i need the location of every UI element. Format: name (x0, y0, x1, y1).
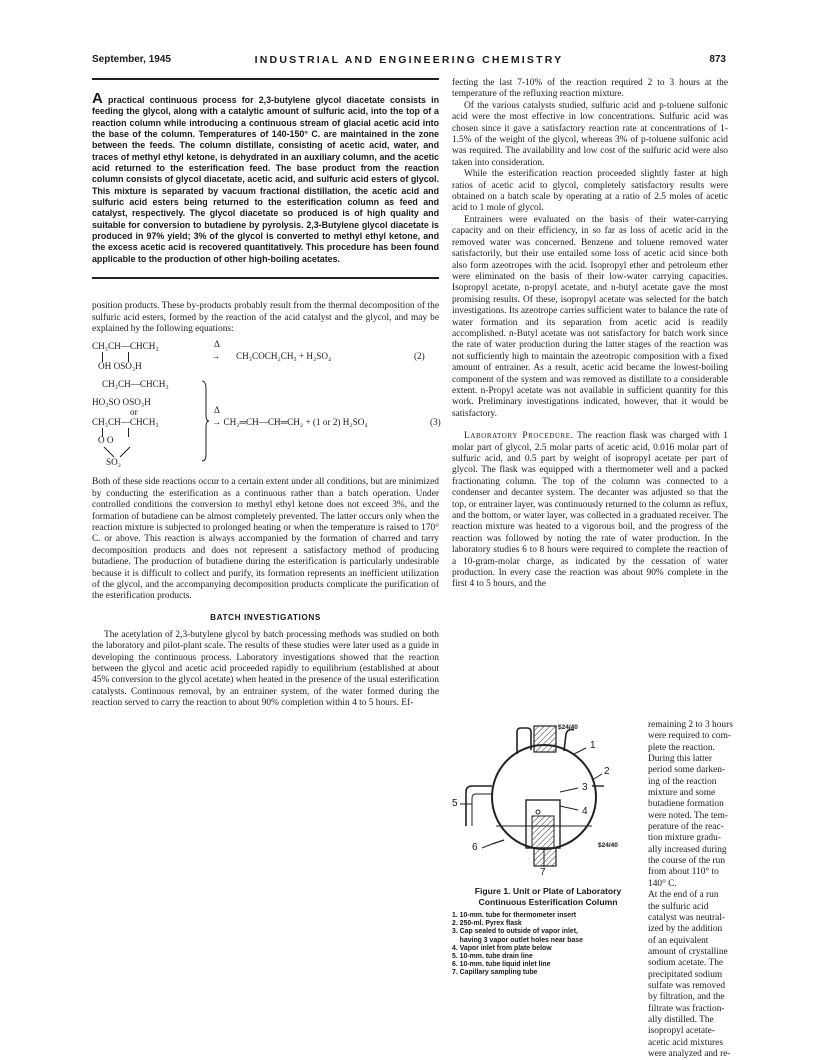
eq3-or: or (130, 407, 138, 418)
figure-legend-item: 4. Vapor inlet from plate below (452, 944, 552, 952)
right-column (452, 78, 728, 591)
narrow-text-line: During this latter (648, 754, 713, 765)
figure-legend (452, 912, 644, 978)
narrow-text-line: At the end of a run (648, 890, 719, 901)
callout-3: 3 (582, 782, 588, 793)
equation-3 (92, 379, 439, 467)
figure-legend-item: 5. 10-mm. tube drain line (452, 953, 533, 961)
narrow-text-line: sodium acetate. The (648, 958, 724, 969)
figure-1 (452, 722, 644, 978)
paragraph-lab-procedure (452, 431, 728, 591)
paragraph-entrainers: Entrainers were evaluated on the basis of their water-carrying capacity and on their efficiency, in so far as loss of acetic acid in the removed water was concerned. Benzene and toluene removed water satisfactorily, but their use entailed some loss of acetic acid since both also form azeotropes with the acid. Isopropyl ether and petroleum ether were eliminated on the basis of their low-water carrying capacities. Isopropyl acetate, n-propyl acetate, and n-butyl acetate gave the most promising results. Of these, isopropyl acetate was selected for the batch investigations. Its azeotrope carries sufficient water to balance the rate of water formation and its separation from acetic acid is readily accomplished. n-Butyl acetate was not satisfactory for batch work since the rate of water production during the latter stages of the reaction was not sufficiently high to maintain the azeotropic composition with a fixed amount of entrainer. As a result, acetic acid became the lowest-boiling component of the system and was removed as distillate to a considerable extent. n-Propyl acetate was not available in sufficient quantity for this work. Preliminary investigations indicated, however, that it would be satisfactory. (452, 214, 728, 419)
eq3-products: → CH₂═CH—CH═CH₂ + (1 or 2) H₂SO₄ (212, 417, 368, 428)
abstract (92, 90, 439, 265)
running-header (92, 54, 726, 70)
narrow-text-line: from about 110° to (648, 867, 719, 878)
paragraph-ratio: While the esterification reaction proceeded slightly faster at high ratios of acetic acid to glycol, completely satisfactory results were obtained on a batch scale by operating at a ratio of 2.5 moles of acetic acid to 1 mole of glycol. (452, 169, 728, 214)
eq3-r4: O O (98, 435, 114, 446)
figure-legend-item: 7. Capillary sampling tube (452, 969, 538, 977)
narrow-text-line: ized by the addition (648, 924, 723, 935)
narrow-text-line: 140° C. (648, 878, 677, 889)
narrow-text-column (648, 720, 733, 1060)
eq3-r2: HO₃SO OSO₃H (92, 397, 151, 408)
figure-legend-item: 6. 10-mm. tube liquid inlet line (452, 961, 551, 969)
narrow-text-line: ally increased during (648, 844, 727, 855)
callout-1: 1 (590, 740, 596, 751)
narrow-text-line: acetic acid mixtures (648, 1037, 723, 1048)
abstract-top-rule (92, 78, 439, 80)
eq3-brace (200, 379, 210, 463)
paragraph-catalysts: Of the various catalysts studied, sulfuric acid and p-toluene sulfonic acid were the most effective in low concentrations. Sulfuric acid was chosen since it gave a satisfactory reaction rate at concentrations of 1-1.5% of the weight of the glycol, whereas 3% of p-toluene sulfonic acid was required. The availability and low cost of the sulfuric acid were also taken into consideration. (452, 100, 728, 168)
narrow-text-line: were analyzed and re- (648, 1048, 731, 1059)
callout-6: 6 (472, 842, 478, 853)
figure-caption: Figure 1. Unit or Plate of Laboratory Continuous Esterification Column (474, 886, 622, 907)
left-column (92, 78, 439, 710)
narrow-text-line: ally distilled. The (648, 1014, 714, 1025)
eq2-heat: Δ (214, 339, 220, 350)
page-number: 873 (709, 54, 726, 65)
narrow-text-line: catalyst was neutral- (648, 912, 726, 923)
narrow-text-line: filtrate was fraction- (648, 1003, 725, 1014)
paragraph-side-reactions: Both of these side reactions occur to a certain extent under all conditions, but are minimized by conducting the esterification as a continuous rather than a batch operation. Under controlled conditions the conversion to methyl ethyl ketone does not exceed 3%, and the formation of butadiene can be almost completely prevented. The latter occurs only when the reaction mixture is subjected to prolonged heating or when the temperature is raised to 170° C. or above. This reaction is always accompanied by the formation of charred and tarry decomposition products and does not represent a satisfactory method of producing butadiene. The production of butadiene during the esterification is particularly undesirable because it is difficult to collect and purify, its formation represents an inefficient utilization of the glycol, and the accompanying decomposition products complicate the purification of the esterification products. (92, 477, 439, 602)
narrow-text-line: butadiene formation (648, 799, 724, 810)
narrow-text-line: amount of crystalline (648, 946, 728, 957)
narrow-text-line: isopropyl acetate- (648, 1026, 715, 1037)
section-heading-batch: BATCH INVESTIGATIONS (210, 612, 321, 622)
eq2-reactant-top: CH₃CH—CHCH₃ (92, 341, 159, 352)
eq3-number: (3) (430, 417, 441, 428)
callout-2: 2 (604, 766, 610, 777)
narrow-text-line: were required to com- (648, 731, 732, 742)
callout-7: 7 (540, 867, 546, 878)
eq3-r3: CH₃CH—CHCH₃ (92, 417, 159, 428)
paragraph-continued: fecting the last 7-10% of the reaction required 2 to 3 hours at the temperature of the refluxing reaction mixture. (452, 78, 728, 100)
narrow-text-line: the course of the run (648, 856, 726, 867)
lab-procedure-text: The reaction flask was charged with 1 molar part of glycol, 2.5 molar parts of acetic acid, 0.016 molar part of sulfuric acid, and 0.5 part by weight of isopropyl acetate per part of glycol. The flask was equipped with a thermometer well and a packed fractionating column. The top of the column was connected to a condenser and decanter system. The decanter was adjusted so that the top, or entrainer layer, was continuously returned to the column as reflux, and the bottom, or water layer, was collected in a graduated receiver. The reaction mixture was heated to a vigorous boil, and the progress of the reaction was followed by noting the rate of water production. In the laboratory studies 6 to 8 hours were required to complete the reaction of a 10-gram-molar charge, as indicated by the cessation of water production. In every case the reaction was about 90% complete in the first 4 to 5 hours, and the (452, 431, 728, 590)
narrow-text-line: precipitated sodium (648, 969, 723, 980)
narrow-text-line: were noted. The tem- (648, 810, 729, 821)
eq2-products: CH₃COCH₂CH₃ + H₂SO₄ (236, 351, 332, 362)
figure-legend-item: 2. 250-ml. Pyrex flask (452, 920, 522, 928)
figure-legend-item: having 3 vapor outlet holes near base (452, 936, 583, 944)
eq3-r1: CH₃CH—CHCH₃ (102, 379, 169, 390)
eq2-arrow: → (211, 351, 221, 362)
figure-legend-item: 1. 10-mm. tube for thermometer insert (452, 912, 577, 919)
paragraph-byproducts: position products. These by-products probably result from the thermal decomposition of the sulfuric acid esters, formed by the reaction of the acid catalyst and the glycol, and may be explained by the following equations: (92, 301, 439, 334)
callout-5: 5 (452, 798, 458, 809)
eq2-number: (2) (414, 351, 425, 362)
run-in-heading: Laboratory Procedure. (464, 431, 574, 442)
paragraph-batch: The acetylation of 2,3-butylene glycol by batch processing methods was studied on both the laboratory and pilot-plant scale. The results of these studies were later used as a guide in developing the continuous process. Laboratory investigations showed that the reaction between the glycol and acetic acid proceeded rapidly to equilibrium (established at about 45% conversion to the glycol acetate) when heated in the presence of the usual esterification catalysts. Continuous removal, by an entrainer system, of the water formed during the reaction served to carry the reaction to about 90% completion within 4 to 5 hours. Ef- (92, 629, 439, 709)
narrow-text-line: mixture and some (648, 788, 716, 799)
joint-label-top: $24/40 (558, 724, 578, 731)
abstract-initial: A (92, 90, 103, 107)
figure-legend-item: 3. Cap sealed to outside of vapor inlet, (452, 928, 578, 936)
journal-title: INDUSTRIAL AND ENGINEERING CHEMISTRY (254, 54, 564, 66)
joint-label-bottom: $24/40 (598, 842, 618, 849)
narrow-text-line: ing of the reaction (648, 776, 717, 787)
issue-date: September, 1945 (92, 54, 171, 65)
abstract-bottom-rule (92, 277, 439, 279)
eq2-reactant-bottom: OH OSO₃H (98, 361, 142, 372)
abstract-text: practical continuous process for 2,3-butylene glycol diacetate consists in feeding the glycol, along with a catalytic amount of sulfuric acid, into the top of a reaction column while introducing a continuous stream of glacial acetic acid into the base of the column. Temperatures of 140-150° C. are maintained in the zone between the feeds. The column distillate, consisting of acetic acid, water, and traces of methyl ethyl ketone, is dehydrated in an auxiliary column, and the acetic acid returned to the esterification feed. The base product from the reaction column consists of glycol diacetate, acetic acid, and sulfuric acid esters of glycol. This mixture is separated by vacuum fractional distillation, the acetic acid and sulfuric acid esters being returned to the esterification column as feed and catalyst, respectively. The glycol diacetate so produced is of high quality and suitable for conversion to butadiene by pyrolysis. 2,3-Butylene glycol diacetate is produced in 97% yield; 3% of the glycol is converted to methyl ethyl ketone, and the excess acetic acid is recovered quantitatively. This procedure has been found applicable to the production of other high-boiling acetates. (92, 95, 439, 264)
narrow-text-line: perature of the reac- (648, 822, 724, 833)
callout-4: 4 (582, 806, 588, 817)
narrow-text-line: remaining 2 to 3 hours (648, 720, 733, 730)
narrow-text-line: tion mixture gradu- (648, 833, 721, 844)
eq3-r5: SO₂ (106, 457, 121, 468)
narrow-text-line: the sulfuric acid (648, 901, 709, 912)
narrow-text-line: sulfate was removed (648, 980, 726, 991)
narrow-text-line: period some darken- (648, 765, 726, 776)
equation-2 (92, 341, 439, 377)
eq3-heat: Δ (214, 405, 220, 416)
narrow-text-line: plete the reaction. (648, 742, 715, 753)
narrow-text-line: of an equivalent (648, 935, 709, 946)
narrow-text-line: by filtration, and the (648, 992, 725, 1003)
eq3-bond-2 (128, 428, 129, 437)
